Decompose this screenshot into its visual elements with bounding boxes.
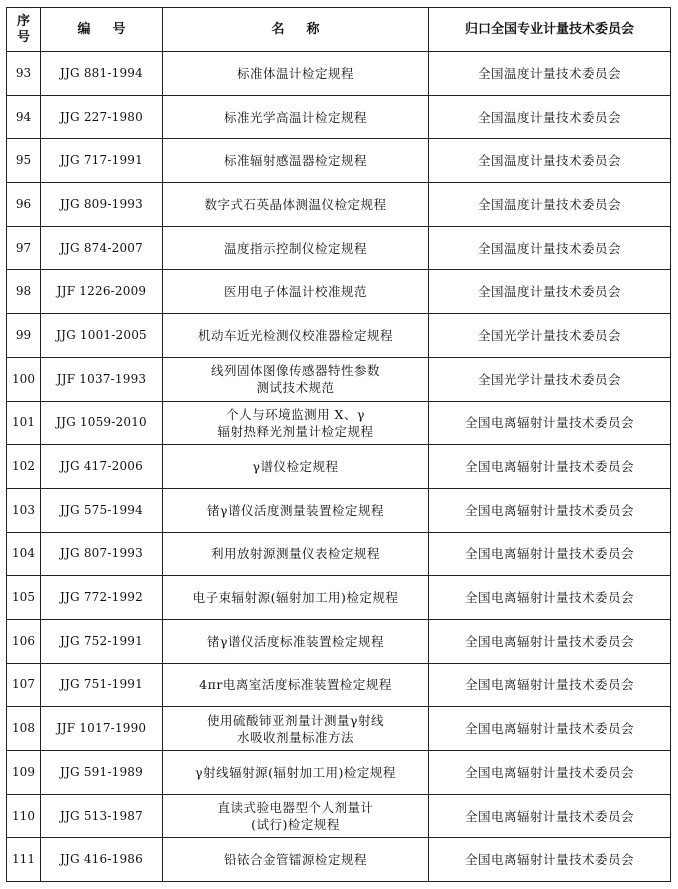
row-regulation-name bbox=[163, 445, 429, 489]
row-committee: 全国电离辐射计量技术委员会 bbox=[429, 794, 671, 838]
row-regulation-name-line: γ谱仪检定规程 bbox=[252, 459, 339, 475]
row-serial-number: 99 bbox=[7, 314, 41, 358]
row-committee: 全国光学计量技术委员会 bbox=[429, 314, 671, 358]
row-regulation-code: JJG 417-2006 bbox=[41, 445, 163, 489]
row-regulation-name-line: 辐射热释光剂量计检定规程 bbox=[217, 423, 374, 439]
row-regulation-code: JJG 717-1991 bbox=[41, 139, 163, 183]
row-regulation-name-line: 水吸收剂量标准方法 bbox=[236, 729, 354, 745]
regulation-table-container bbox=[6, 7, 670, 882]
row-serial-number: 110 bbox=[7, 794, 41, 838]
row-committee: 全国光学计量技术委员会 bbox=[429, 357, 671, 401]
row-regulation-code: JJF 1226-2009 bbox=[41, 270, 163, 314]
table-row bbox=[7, 488, 671, 532]
table-row bbox=[7, 270, 671, 314]
row-serial-number: 95 bbox=[7, 139, 41, 183]
row-regulation-name-line: γ射线辐射源(辐射加工用)检定规程 bbox=[195, 764, 396, 780]
row-regulation-name-line: 标准光学高温计检定规程 bbox=[223, 109, 367, 125]
row-regulation-name-line: 医用电子体温计校准规范 bbox=[223, 284, 367, 300]
row-committee: 全国温度计量技术委员会 bbox=[429, 226, 671, 270]
row-serial-number: 103 bbox=[7, 488, 41, 532]
header-committee: 归口全国专业计量技术委员会 bbox=[429, 8, 671, 52]
row-regulation-name bbox=[163, 707, 429, 751]
row-serial-number: 93 bbox=[7, 52, 41, 96]
row-serial-number: 106 bbox=[7, 619, 41, 663]
row-serial-number: 94 bbox=[7, 95, 41, 139]
row-regulation-name-line: 直读式验电器型个人剂量计 bbox=[217, 800, 374, 816]
row-regulation-code: JJG 809-1993 bbox=[41, 183, 163, 227]
row-serial-number: 102 bbox=[7, 445, 41, 489]
row-regulation-name-line: 标准辐射感温器检定规程 bbox=[223, 153, 367, 169]
table-row bbox=[7, 401, 671, 445]
row-regulation-name-line: 线列固体图像传感器特性参数 bbox=[210, 363, 380, 379]
row-regulation-code: JJF 1037-1993 bbox=[41, 357, 163, 401]
row-regulation-code: JJG 227-1980 bbox=[41, 95, 163, 139]
row-committee: 全国温度计量技术委员会 bbox=[429, 270, 671, 314]
table-row bbox=[7, 226, 671, 270]
row-regulation-name-line: 数字式石英晶体测温仪检定规程 bbox=[204, 196, 387, 212]
row-regulation-name-line: 电子束辐射源(辐射加工用)检定规程 bbox=[192, 590, 399, 606]
row-regulation-name bbox=[163, 488, 429, 532]
header-serial-line2: 号 bbox=[16, 29, 30, 45]
row-regulation-name bbox=[163, 401, 429, 445]
row-regulation-name bbox=[163, 95, 429, 139]
row-regulation-name bbox=[163, 838, 429, 882]
row-regulation-name-line: 4πr电离室活度标准装置检定规程 bbox=[199, 677, 392, 693]
row-committee: 全国温度计量技术委员会 bbox=[429, 183, 671, 227]
table-row bbox=[7, 576, 671, 620]
row-regulation-name bbox=[163, 52, 429, 96]
row-committee: 全国电离辐射计量技术委员会 bbox=[429, 619, 671, 663]
row-regulation-name-line: 温度指示控制仪检定规程 bbox=[223, 240, 367, 256]
row-regulation-name-line: 测试技术规范 bbox=[256, 380, 335, 396]
table-row bbox=[7, 357, 671, 401]
table-row bbox=[7, 139, 671, 183]
header-code-label: 编号 bbox=[77, 22, 148, 37]
row-regulation-name bbox=[163, 576, 429, 620]
row-committee: 全国电离辐射计量技术委员会 bbox=[429, 488, 671, 532]
row-regulation-name-line: 标准体温计检定规程 bbox=[236, 65, 354, 81]
row-regulation-name-line: 使用硫酸铈亚剂量计测量γ射线 bbox=[207, 712, 384, 728]
table-row bbox=[7, 751, 671, 795]
row-regulation-name bbox=[163, 357, 429, 401]
row-regulation-code: JJG 591-1989 bbox=[41, 751, 163, 795]
row-serial-number: 111 bbox=[7, 838, 41, 882]
row-committee: 全国电离辐射计量技术委员会 bbox=[429, 707, 671, 751]
row-regulation-code: JJG 874-2007 bbox=[41, 226, 163, 270]
row-committee: 全国温度计量技术委员会 bbox=[429, 139, 671, 183]
row-serial-number: 101 bbox=[7, 401, 41, 445]
row-regulation-code: JJG 575-1994 bbox=[41, 488, 163, 532]
table-row bbox=[7, 532, 671, 576]
row-regulation-code: JJG 513-1987 bbox=[41, 794, 163, 838]
row-serial-number: 104 bbox=[7, 532, 41, 576]
row-committee: 全国电离辐射计量技术委员会 bbox=[429, 838, 671, 882]
row-regulation-name bbox=[163, 314, 429, 358]
table-row bbox=[7, 183, 671, 227]
table-body bbox=[7, 52, 671, 882]
table-row bbox=[7, 838, 671, 882]
row-regulation-name-line: 机动车近光检测仪校准器检定规程 bbox=[197, 327, 393, 343]
row-regulation-name bbox=[163, 619, 429, 663]
row-committee: 全国电离辐射计量技术委员会 bbox=[429, 445, 671, 489]
table-row bbox=[7, 619, 671, 663]
row-regulation-name bbox=[163, 270, 429, 314]
table-row bbox=[7, 314, 671, 358]
row-serial-number: 105 bbox=[7, 576, 41, 620]
row-regulation-code: JJG 1059-2010 bbox=[41, 401, 163, 445]
row-serial-number: 100 bbox=[7, 357, 41, 401]
table-row bbox=[7, 794, 671, 838]
row-regulation-name bbox=[163, 794, 429, 838]
row-serial-number: 109 bbox=[7, 751, 41, 795]
table-header-row bbox=[7, 8, 671, 52]
row-regulation-code: JJG 807-1993 bbox=[41, 532, 163, 576]
row-committee: 全国温度计量技术委员会 bbox=[429, 95, 671, 139]
table-row bbox=[7, 52, 671, 96]
row-regulation-code: JJG 772-1992 bbox=[41, 576, 163, 620]
header-name-label: 名称 bbox=[271, 22, 342, 37]
table-row bbox=[7, 663, 671, 707]
row-serial-number: 96 bbox=[7, 183, 41, 227]
row-regulation-name bbox=[163, 226, 429, 270]
row-committee: 全国电离辐射计量技术委员会 bbox=[429, 532, 671, 576]
row-regulation-name bbox=[163, 663, 429, 707]
row-committee: 全国温度计量技术委员会 bbox=[429, 52, 671, 96]
row-regulation-name-line: 个人与环境监测用 X、γ bbox=[226, 406, 365, 422]
row-committee: 全国电离辐射计量技术委员会 bbox=[429, 663, 671, 707]
table-row bbox=[7, 707, 671, 751]
row-regulation-code: JJG 1001-2005 bbox=[41, 314, 163, 358]
row-regulation-name bbox=[163, 532, 429, 576]
table-row bbox=[7, 95, 671, 139]
header-name bbox=[163, 8, 429, 52]
row-regulation-code: JJF 1017-1990 bbox=[41, 707, 163, 751]
row-committee: 全国电离辐射计量技术委员会 bbox=[429, 751, 671, 795]
row-regulation-name bbox=[163, 183, 429, 227]
row-regulation-name-line: 锗γ谱仪活度测量装置检定规程 bbox=[207, 502, 384, 518]
row-regulation-code: JJG 752-1991 bbox=[41, 619, 163, 663]
row-regulation-code: JJG 881-1994 bbox=[41, 52, 163, 96]
row-regulation-name-line: 锗γ谱仪活度标准装置检定规程 bbox=[207, 633, 384, 649]
row-serial-number: 108 bbox=[7, 707, 41, 751]
row-serial-number: 107 bbox=[7, 663, 41, 707]
header-serial-number bbox=[7, 8, 41, 52]
row-regulation-name-line: 铅铱合金管镭源检定规程 bbox=[223, 852, 367, 868]
table-row bbox=[7, 445, 671, 489]
row-committee: 全国电离辐射计量技术委员会 bbox=[429, 401, 671, 445]
row-regulation-name bbox=[163, 751, 429, 795]
row-serial-number: 98 bbox=[7, 270, 41, 314]
row-regulation-name bbox=[163, 139, 429, 183]
row-regulation-code: JJG 416-1986 bbox=[41, 838, 163, 882]
row-serial-number: 97 bbox=[7, 226, 41, 270]
row-regulation-code: JJG 751-1991 bbox=[41, 663, 163, 707]
row-regulation-name-line: (试行)检定规程 bbox=[251, 817, 340, 833]
regulation-table bbox=[6, 7, 671, 882]
header-serial-line1: 序 bbox=[16, 13, 30, 29]
row-committee: 全国电离辐射计量技术委员会 bbox=[429, 576, 671, 620]
header-code bbox=[41, 8, 163, 52]
row-regulation-name-line: 利用放射源测量仪表检定规程 bbox=[210, 546, 380, 562]
